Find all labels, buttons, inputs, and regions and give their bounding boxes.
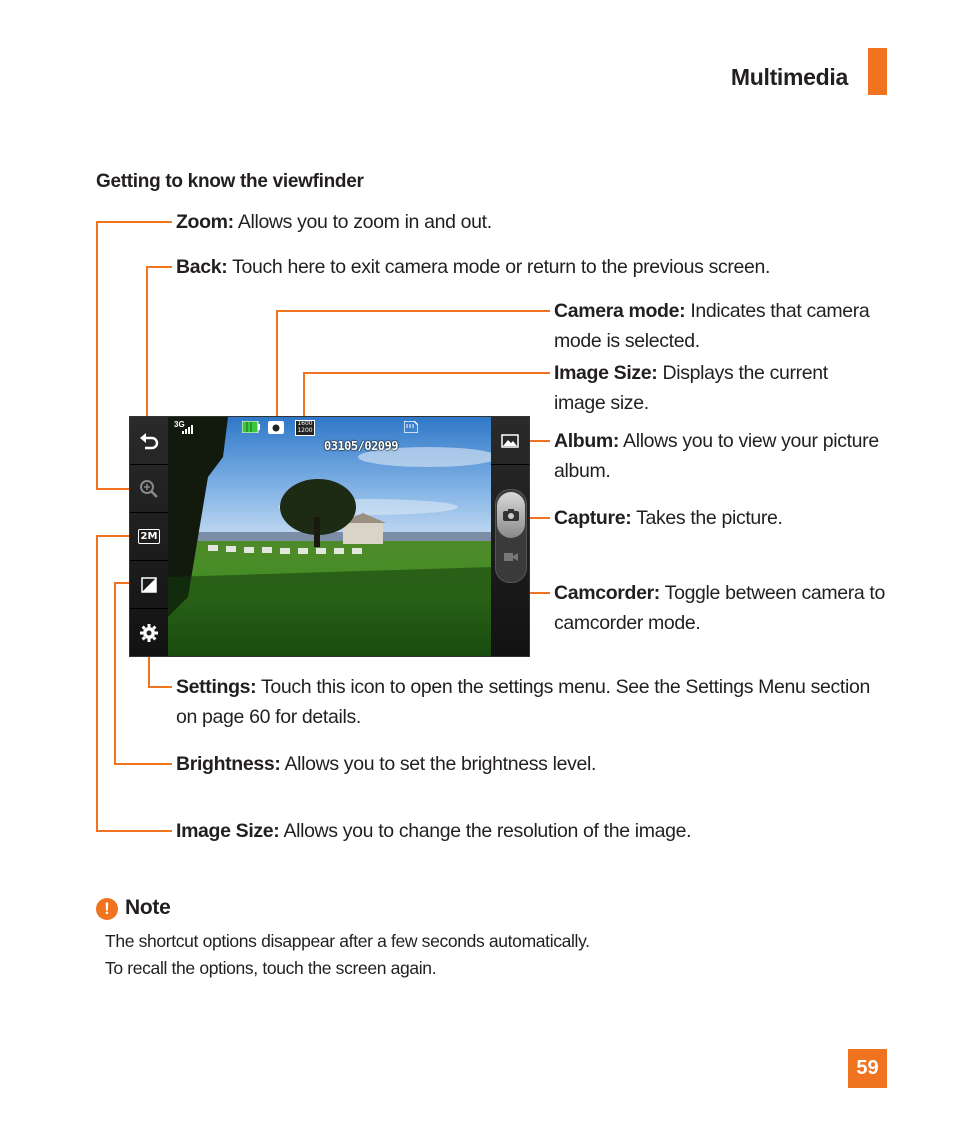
callout-album (554, 426, 879, 486)
settings-button[interactable] (130, 609, 168, 657)
callout-back-desc: Touch here to exit camera mode or return to the previous screen. (227, 256, 771, 278)
capture-toggle-track (495, 489, 527, 583)
memory-card-icon (404, 421, 418, 433)
callout-settings-desc-2: on page 60 for details. (176, 706, 361, 728)
callout-album-desc-1: Allows you to view your picture (619, 430, 879, 452)
viewfinder-left-toolbar (130, 417, 168, 656)
leader-image-size-bottom-v (96, 535, 98, 831)
callout-camcorder-desc-2: camcorder mode. (554, 612, 701, 634)
album-icon (501, 434, 519, 448)
image-size-button[interactable] (130, 513, 168, 561)
callout-back-term: Back: (176, 256, 228, 278)
resolution-top: 1600 (297, 420, 313, 427)
leader-camera-mode-v (276, 310, 278, 425)
callout-image-size-top (554, 358, 828, 418)
callout-image-size-top-desc-2: image size. (554, 392, 649, 414)
signal-indicator (174, 421, 202, 435)
back-arrow-icon (139, 432, 159, 450)
callout-capture-desc: Takes the picture. (631, 507, 783, 529)
callout-settings (176, 672, 870, 732)
note-warning-icon: ! (96, 898, 118, 920)
signal-bars-icon (182, 424, 196, 434)
callout-zoom-term: Zoom: (176, 211, 234, 233)
page-number: 59 (848, 1049, 887, 1088)
callout-album-term: Album: (554, 430, 620, 452)
callout-image-size-bottom-desc: Allows you to change the resolution of the image. (279, 820, 692, 842)
callout-camera-mode-desc-1: Indicates that camera (685, 300, 870, 322)
image-size-badge: 2M (138, 529, 161, 544)
callout-back (176, 252, 770, 282)
leader-camera-mode-h (276, 310, 550, 312)
battery-icon (242, 421, 260, 433)
camcorder-icon (504, 551, 518, 563)
callout-capture-term: Capture: (554, 507, 632, 529)
leader-image-size-top-h (303, 372, 550, 374)
subheading: Getting to know the viewfinder (96, 171, 364, 192)
leader-settings-h (148, 686, 172, 688)
leader-brightness-v (114, 582, 116, 764)
resolution-indicator (295, 420, 315, 436)
note-line-2: To recall the options, touch the screen again. (105, 958, 437, 978)
capture-button[interactable] (497, 492, 525, 538)
callout-image-size-bottom-term: Image Size: (176, 820, 280, 842)
callout-camcorder-term: Camcorder: (554, 582, 660, 604)
leader-zoom-h (96, 221, 172, 223)
viewfinder-screen (129, 416, 530, 657)
brightness-icon (141, 577, 157, 593)
leader-back-h (146, 266, 172, 268)
callout-image-size-bottom (176, 816, 691, 846)
album-button[interactable] (491, 417, 529, 465)
callout-camcorder (554, 578, 885, 638)
brightness-button[interactable] (130, 561, 168, 609)
resolution-bottom: 1200 (297, 426, 313, 434)
section-title: Multimedia (730, 64, 848, 90)
note-line-1: The shortcut options disappear after a few seconds automatically. (105, 931, 590, 951)
camcorder-toggle[interactable] (504, 550, 518, 562)
callout-camera-mode-desc-2: mode is selected. (554, 330, 700, 352)
callout-image-size-top-desc-1: Displays the current (657, 362, 828, 384)
leader-brightness-h (114, 763, 172, 765)
callout-zoom-desc: Allows you to zoom in and out. (233, 211, 492, 233)
back-button[interactable] (130, 417, 168, 465)
leader-image-size-bottom-h (96, 830, 172, 832)
zoom-icon (139, 479, 159, 499)
section-tab-marker (868, 48, 887, 95)
callout-brightness (176, 749, 596, 779)
callout-zoom (176, 207, 492, 237)
callout-camera-mode-term: Camera mode: (554, 300, 686, 322)
viewfinder-right-toolbar (491, 417, 529, 656)
callout-image-size-top-term: Image Size: (554, 362, 658, 384)
callout-settings-desc-1: Touch this icon to open the settings menu. See the Settings Menu section (256, 676, 870, 698)
callout-capture (554, 503, 783, 533)
callout-camcorder-desc-1: Toggle between camera to (659, 582, 885, 604)
zoom-button[interactable] (130, 465, 168, 513)
callout-brightness-desc: Allows you to set the brightness level. (280, 753, 597, 775)
callout-camera-mode (554, 296, 869, 356)
shot-counter: 03105/02099 (324, 439, 398, 453)
camera-icon (503, 509, 519, 521)
leader-zoom-v (96, 221, 98, 489)
network-type: 3G (174, 420, 185, 429)
callout-settings-term: Settings: (176, 676, 257, 698)
gear-icon (139, 623, 159, 643)
callout-album-desc-2: album. (554, 460, 611, 482)
callout-brightness-term: Brightness: (176, 753, 281, 775)
leader-back-v (146, 266, 148, 430)
note-title: Note (125, 896, 171, 919)
camera-mode-icon (268, 421, 284, 434)
